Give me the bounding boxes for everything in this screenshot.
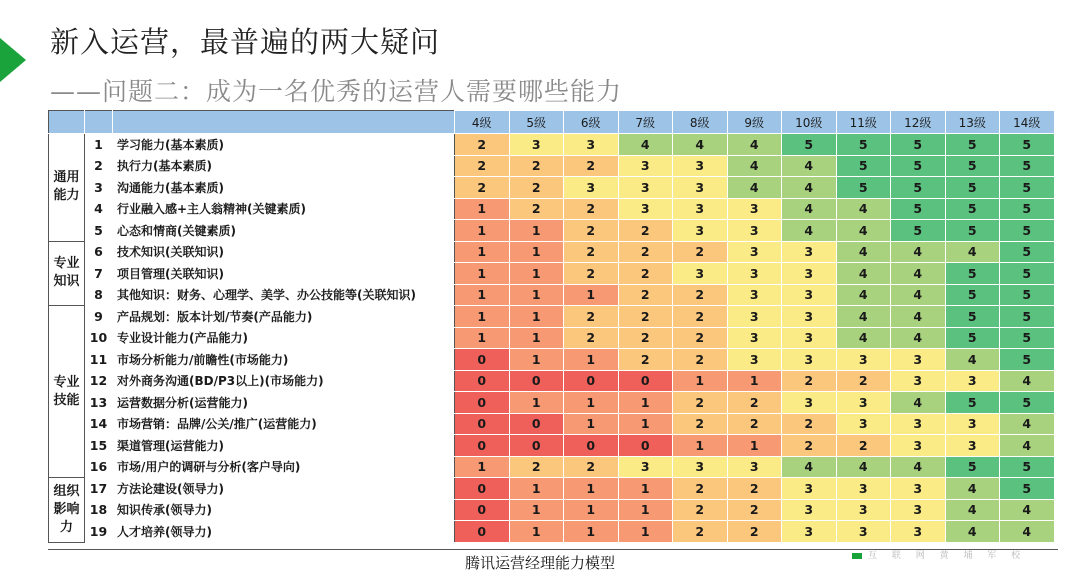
ability-name: 学习能力(基本素质): [113, 134, 455, 156]
level-value-cell: 1: [564, 478, 619, 500]
level-value-cell: 2: [564, 241, 619, 263]
row-number: 6: [85, 241, 113, 263]
level-value-cell: 3: [618, 177, 673, 199]
level-value-cell: 3: [782, 349, 837, 371]
level-value-cell: 3: [782, 478, 837, 500]
level-value-cell: 1: [564, 521, 619, 543]
row-number: 14: [85, 413, 113, 435]
ability-name: 渠道管理(运营能力): [113, 435, 455, 457]
level-value-cell: 2: [618, 241, 673, 263]
level-value-cell: 3: [727, 241, 782, 263]
row-number: 5: [85, 220, 113, 242]
level-value-cell: 4: [782, 220, 837, 242]
ability-name: 技术知识(关联知识): [113, 241, 455, 263]
level-value-cell: 2: [564, 155, 619, 177]
level-value-cell: 2: [673, 284, 728, 306]
level-value-cell: 1: [564, 413, 619, 435]
level-value-cell: 5: [1000, 306, 1055, 328]
ability-name: 心态和情商(关键素质): [113, 220, 455, 242]
level-value-cell: 4: [782, 456, 837, 478]
level-value-cell: 2: [836, 435, 891, 457]
table-row: [49, 198, 1055, 220]
row-number: 15: [85, 435, 113, 457]
level-value-cell: 4: [836, 456, 891, 478]
level-value-cell: 4: [1000, 499, 1055, 521]
table-row: [49, 220, 1055, 242]
level-value-cell: 3: [727, 198, 782, 220]
level-value-cell: 3: [782, 392, 837, 414]
level-value-cell: 1: [509, 499, 564, 521]
level-value-cell: 1: [509, 521, 564, 543]
level-value-cell: 5: [945, 155, 1000, 177]
row-number: 4: [85, 198, 113, 220]
table-row: [49, 263, 1055, 285]
level-value-cell: 3: [782, 327, 837, 349]
level-value-cell: 2: [455, 155, 510, 177]
table-caption: 腾讯运营经理能力模型: [464, 554, 615, 572]
level-value-cell: 2: [782, 370, 837, 392]
level-value-cell: 5: [891, 220, 946, 242]
level-header: 14级: [1000, 111, 1055, 134]
level-header: 4级: [455, 111, 510, 134]
level-value-cell: 2: [673, 392, 728, 414]
row-number: 13: [85, 392, 113, 414]
watermark-text: 互 联 网 黄 埔 军 校: [868, 551, 1027, 561]
level-value-cell: 4: [945, 241, 1000, 263]
level-value-cell: 3: [727, 284, 782, 306]
level-value-cell: 1: [509, 241, 564, 263]
level-value-cell: 2: [782, 435, 837, 457]
header-blank: [85, 111, 113, 134]
level-value-cell: 3: [727, 456, 782, 478]
level-value-cell: 2: [618, 306, 673, 328]
level-value-cell: 1: [455, 198, 510, 220]
level-value-cell: 4: [836, 220, 891, 242]
level-value-cell: 4: [945, 478, 1000, 500]
level-value-cell: 3: [727, 263, 782, 285]
level-value-cell: 0: [509, 413, 564, 435]
ability-name: 执行力(基本素质): [113, 155, 455, 177]
level-value-cell: 2: [618, 220, 673, 242]
level-value-cell: 1: [727, 370, 782, 392]
level-value-cell: 3: [945, 435, 1000, 457]
table-row: [49, 435, 1055, 457]
level-value-cell: 0: [564, 435, 619, 457]
level-value-cell: 4: [836, 198, 891, 220]
level-value-cell: 1: [618, 478, 673, 500]
row-number: 2: [85, 155, 113, 177]
level-value-cell: 3: [727, 349, 782, 371]
table-row: [49, 327, 1055, 349]
level-value-cell: 5: [1000, 284, 1055, 306]
level-value-cell: 3: [727, 220, 782, 242]
level-value-cell: 3: [727, 306, 782, 328]
level-value-cell: 3: [945, 370, 1000, 392]
level-value-cell: 4: [891, 306, 946, 328]
level-value-cell: 5: [1000, 456, 1055, 478]
level-value-cell: 4: [836, 241, 891, 263]
level-value-cell: 3: [891, 435, 946, 457]
level-value-cell: 5: [1000, 327, 1055, 349]
level-value-cell: 4: [727, 134, 782, 156]
level-value-cell: 1: [509, 306, 564, 328]
level-value-cell: 5: [945, 392, 1000, 414]
level-value-cell: 1: [564, 392, 619, 414]
level-value-cell: 0: [509, 435, 564, 457]
level-value-cell: 2: [618, 284, 673, 306]
level-value-cell: 3: [891, 413, 946, 435]
level-value-cell: 0: [455, 392, 510, 414]
level-value-cell: 2: [564, 263, 619, 285]
level-value-cell: 2: [509, 198, 564, 220]
level-value-cell: 2: [727, 499, 782, 521]
level-value-cell: 1: [509, 220, 564, 242]
level-value-cell: 2: [455, 134, 510, 156]
level-value-cell: 5: [782, 134, 837, 156]
level-value-cell: 1: [673, 370, 728, 392]
level-value-cell: 2: [673, 241, 728, 263]
level-value-cell: 0: [455, 478, 510, 500]
table-row: [49, 370, 1055, 392]
header-blank: [113, 111, 455, 134]
row-number: 18: [85, 499, 113, 521]
level-value-cell: 5: [945, 456, 1000, 478]
level-value-cell: 5: [836, 134, 891, 156]
table-row: [49, 155, 1055, 177]
level-value-cell: 3: [673, 198, 728, 220]
level-value-cell: 4: [1000, 370, 1055, 392]
level-value-cell: 5: [836, 155, 891, 177]
level-value-cell: 1: [618, 499, 673, 521]
level-value-cell: 1: [618, 521, 673, 543]
ability-name: 人才培养(领导力): [113, 521, 455, 543]
level-value-cell: 3: [564, 177, 619, 199]
level-value-cell: 5: [1000, 155, 1055, 177]
level-value-cell: 5: [1000, 349, 1055, 371]
capability-table: [48, 110, 1055, 543]
ability-name: 行业融入感+主人翁精神(关键素质): [113, 198, 455, 220]
level-value-cell: 2: [564, 306, 619, 328]
table-row: [49, 456, 1055, 478]
row-number: 16: [85, 456, 113, 478]
level-value-cell: 2: [727, 392, 782, 414]
level-value-cell: 0: [618, 435, 673, 457]
group-label: 通用能力: [49, 134, 85, 242]
level-value-cell: 1: [509, 327, 564, 349]
level-header: 9级: [727, 111, 782, 134]
row-number: 1: [85, 134, 113, 156]
level-value-cell: 5: [1000, 198, 1055, 220]
ability-name: 产品规划：版本计划/节奏(产品能力): [113, 306, 455, 328]
level-value-cell: 1: [727, 435, 782, 457]
level-value-cell: 4: [673, 134, 728, 156]
level-value-cell: 0: [455, 370, 510, 392]
level-value-cell: 3: [673, 155, 728, 177]
level-value-cell: 2: [564, 327, 619, 349]
level-value-cell: 5: [1000, 392, 1055, 414]
level-value-cell: 4: [836, 263, 891, 285]
level-value-cell: 5: [1000, 263, 1055, 285]
table-row: [49, 499, 1055, 521]
level-value-cell: 5: [1000, 220, 1055, 242]
level-value-cell: 4: [618, 134, 673, 156]
level-value-cell: 4: [945, 521, 1000, 543]
level-value-cell: 3: [782, 306, 837, 328]
ability-name: 项目管理(关联知识): [113, 263, 455, 285]
level-value-cell: 2: [673, 413, 728, 435]
group-label: 组织影响力: [49, 478, 85, 543]
level-header: 7级: [618, 111, 673, 134]
level-value-cell: 1: [509, 349, 564, 371]
ability-name: 市场分析能力/前瞻性(市场能力): [113, 349, 455, 371]
level-value-cell: 2: [509, 456, 564, 478]
level-value-cell: 2: [618, 349, 673, 371]
level-value-cell: 2: [673, 521, 728, 543]
row-number: 9: [85, 306, 113, 328]
level-value-cell: 0: [455, 349, 510, 371]
level-value-cell: 4: [891, 392, 946, 414]
level-value-cell: 3: [836, 499, 891, 521]
level-value-cell: 5: [945, 306, 1000, 328]
row-number: 7: [85, 263, 113, 285]
level-value-cell: 1: [455, 284, 510, 306]
level-value-cell: 4: [945, 499, 1000, 521]
level-value-cell: 4: [891, 263, 946, 285]
table-row: [49, 392, 1055, 414]
level-value-cell: 2: [618, 263, 673, 285]
level-value-cell: 3: [673, 220, 728, 242]
level-value-cell: 4: [727, 177, 782, 199]
level-header: 8级: [673, 111, 728, 134]
level-header: 12级: [891, 111, 946, 134]
table-header-row: [49, 111, 1055, 134]
level-value-cell: 5: [945, 177, 1000, 199]
ability-name: 方法论建设(领导力): [113, 478, 455, 500]
table-row: [49, 241, 1055, 263]
level-value-cell: 5: [945, 284, 1000, 306]
level-value-cell: 3: [836, 478, 891, 500]
level-value-cell: 0: [455, 413, 510, 435]
row-number: 19: [85, 521, 113, 543]
level-value-cell: 2: [673, 349, 728, 371]
level-value-cell: 4: [891, 456, 946, 478]
level-value-cell: 0: [455, 499, 510, 521]
row-number: 3: [85, 177, 113, 199]
ability-name: 沟通能力(基本素质): [113, 177, 455, 199]
level-value-cell: 1: [509, 284, 564, 306]
level-value-cell: 4: [1000, 521, 1055, 543]
level-value-cell: 3: [891, 478, 946, 500]
page-subtitle: ——问题二：成为一名优秀的运营人需要哪些能力: [50, 77, 623, 106]
level-value-cell: 1: [564, 499, 619, 521]
level-value-cell: 4: [836, 306, 891, 328]
row-number: 8: [85, 284, 113, 306]
level-value-cell: 4: [727, 155, 782, 177]
row-number: 12: [85, 370, 113, 392]
level-header: 10级: [782, 111, 837, 134]
table-row: [49, 306, 1055, 328]
level-value-cell: 1: [455, 241, 510, 263]
level-value-cell: 3: [782, 263, 837, 285]
level-value-cell: 3: [673, 456, 728, 478]
level-value-cell: 0: [455, 435, 510, 457]
level-value-cell: 5: [945, 134, 1000, 156]
level-value-cell: 5: [945, 327, 1000, 349]
level-value-cell: 3: [945, 413, 1000, 435]
level-value-cell: 3: [618, 198, 673, 220]
level-value-cell: 2: [673, 499, 728, 521]
row-number: 17: [85, 478, 113, 500]
level-value-cell: 4: [1000, 413, 1055, 435]
level-value-cell: 3: [673, 263, 728, 285]
level-value-cell: 3: [891, 370, 946, 392]
level-value-cell: 3: [836, 349, 891, 371]
level-value-cell: 3: [618, 155, 673, 177]
level-value-cell: 1: [618, 413, 673, 435]
level-value-cell: 3: [673, 177, 728, 199]
level-value-cell: 3: [782, 284, 837, 306]
ability-name: 市场/用户的调研与分析(客户导向): [113, 456, 455, 478]
level-value-cell: 1: [455, 306, 510, 328]
level-value-cell: 5: [891, 134, 946, 156]
level-value-cell: 4: [1000, 435, 1055, 457]
level-value-cell: 1: [509, 263, 564, 285]
level-value-cell: 1: [618, 392, 673, 414]
level-value-cell: 4: [891, 241, 946, 263]
level-value-cell: 5: [891, 177, 946, 199]
level-value-cell: 0: [509, 370, 564, 392]
level-header: 5级: [509, 111, 564, 134]
level-value-cell: 1: [673, 435, 728, 457]
level-value-cell: 4: [782, 198, 837, 220]
table-row: [49, 413, 1055, 435]
level-value-cell: 2: [782, 413, 837, 435]
level-value-cell: 0: [618, 370, 673, 392]
table-row: [49, 478, 1055, 500]
level-value-cell: 5: [1000, 478, 1055, 500]
level-value-cell: 2: [564, 198, 619, 220]
level-value-cell: 3: [782, 499, 837, 521]
group-label: 专业知识: [49, 241, 85, 306]
level-value-cell: 2: [509, 177, 564, 199]
table-row: [49, 521, 1055, 543]
level-value-cell: 2: [564, 456, 619, 478]
level-value-cell: 5: [945, 263, 1000, 285]
level-value-cell: 4: [782, 155, 837, 177]
accent-arrow-icon: [0, 38, 26, 82]
level-value-cell: 2: [509, 155, 564, 177]
level-value-cell: 3: [509, 134, 564, 156]
level-value-cell: 3: [782, 521, 837, 543]
level-value-cell: 4: [891, 327, 946, 349]
group-label: 专业技能: [49, 306, 85, 478]
level-value-cell: 5: [945, 198, 1000, 220]
level-value-cell: 2: [673, 478, 728, 500]
ability-name: 市场营销：品牌/公关/推广(运营能力): [113, 413, 455, 435]
level-value-cell: 4: [836, 327, 891, 349]
level-value-cell: 4: [891, 284, 946, 306]
level-header: 13级: [945, 111, 1000, 134]
row-number: 11: [85, 349, 113, 371]
level-value-cell: 0: [564, 370, 619, 392]
level-value-cell: 5: [891, 155, 946, 177]
level-value-cell: 1: [509, 478, 564, 500]
capability-table-wrap: [48, 110, 1055, 543]
level-value-cell: 0: [455, 521, 510, 543]
ability-name: 其他知识：财务、心理学、美学、办公技能等(关联知识): [113, 284, 455, 306]
level-value-cell: 3: [564, 134, 619, 156]
level-value-cell: 1: [455, 263, 510, 285]
level-header: 6级: [564, 111, 619, 134]
level-value-cell: 3: [782, 241, 837, 263]
level-value-cell: 3: [618, 456, 673, 478]
level-value-cell: 5: [1000, 134, 1055, 156]
level-value-cell: 4: [836, 284, 891, 306]
page-title: 新入运营，最普遍的两大疑问: [50, 25, 441, 59]
level-value-cell: 1: [564, 284, 619, 306]
level-value-cell: 4: [945, 349, 1000, 371]
level-value-cell: 3: [836, 392, 891, 414]
ability-name: 运营数据分析(运营能力): [113, 392, 455, 414]
table-row: [49, 349, 1055, 371]
level-value-cell: 3: [836, 413, 891, 435]
level-value-cell: 1: [455, 327, 510, 349]
level-value-cell: 4: [782, 177, 837, 199]
level-value-cell: 1: [564, 349, 619, 371]
level-value-cell: 5: [945, 220, 1000, 242]
header-blank: [49, 111, 85, 134]
level-value-cell: 2: [727, 413, 782, 435]
level-value-cell: 5: [1000, 241, 1055, 263]
table-row: [49, 134, 1055, 156]
level-value-cell: 2: [673, 327, 728, 349]
ability-name: 专业设计能力(产品能力): [113, 327, 455, 349]
level-value-cell: 5: [1000, 177, 1055, 199]
level-value-cell: 2: [455, 177, 510, 199]
level-value-cell: 3: [727, 327, 782, 349]
level-value-cell: 2: [673, 306, 728, 328]
level-value-cell: 2: [727, 521, 782, 543]
row-number: 10: [85, 327, 113, 349]
ability-name: 知识传承(领导力): [113, 499, 455, 521]
ability-name: 对外商务沟通(BD/P3以上)(市场能力): [113, 370, 455, 392]
level-value-cell: 3: [891, 521, 946, 543]
level-header: 11级: [836, 111, 891, 134]
level-value-cell: 2: [727, 478, 782, 500]
level-value-cell: 1: [455, 220, 510, 242]
level-value-cell: 1: [509, 392, 564, 414]
table-row: [49, 177, 1055, 199]
level-value-cell: 3: [891, 499, 946, 521]
level-value-cell: 2: [836, 370, 891, 392]
level-value-cell: 3: [891, 349, 946, 371]
level-value-cell: 1: [455, 456, 510, 478]
level-value-cell: 3: [836, 521, 891, 543]
table-row: [49, 284, 1055, 306]
level-value-cell: 2: [564, 220, 619, 242]
level-value-cell: 5: [891, 198, 946, 220]
level-value-cell: 5: [836, 177, 891, 199]
level-value-cell: 2: [618, 327, 673, 349]
